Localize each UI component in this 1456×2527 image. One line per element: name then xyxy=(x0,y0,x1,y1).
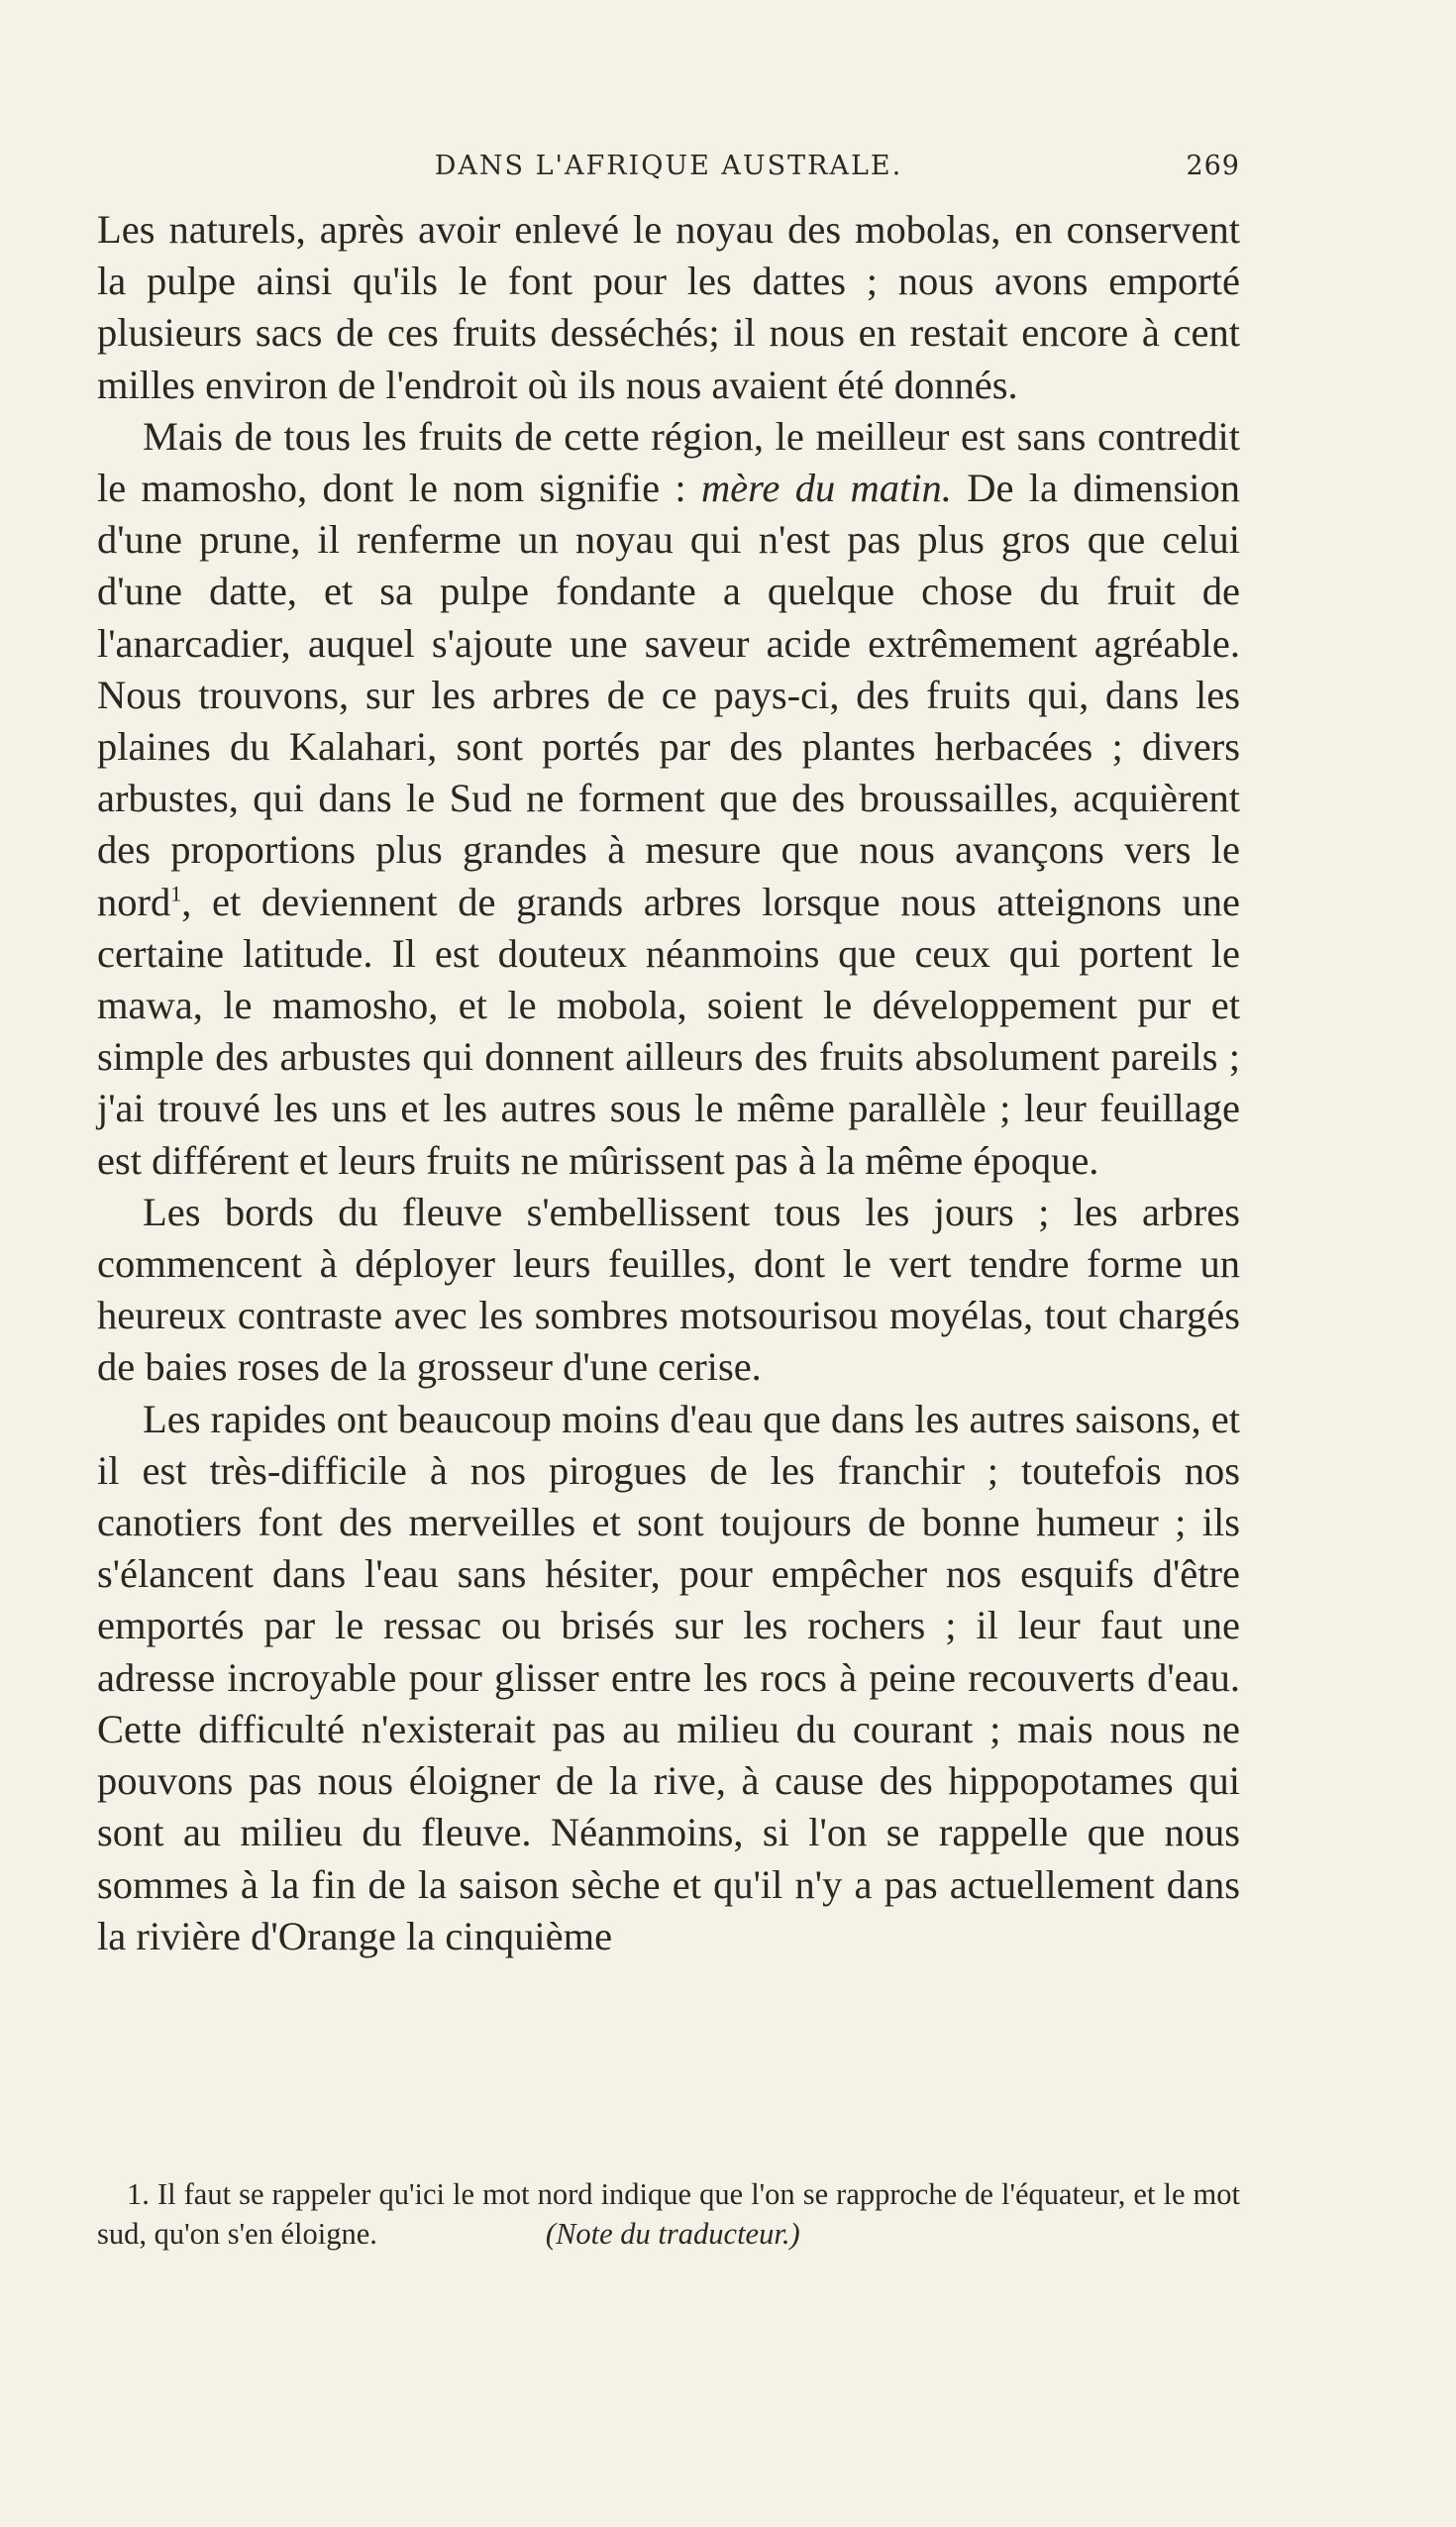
footnote-number: 1. xyxy=(127,2177,150,2211)
body-text xyxy=(97,204,1240,1962)
paragraph-text: , et deviennent de grands arbres lorsque nous atteignons une certaine latitude. Il est douteux néanmoins que ceux qui portent le mawa, le mamosho, et le mobola, soient le développement pur et simple des arbustes qui donnent ailleurs des fruits absolument pareils ; j'ai trouvé les uns et les autres sous le même parallèle ; leur feuillage est différent et leurs fruits ne mûrissent pas à la même époque. xyxy=(97,879,1240,1183)
running-head-title: DANS L'AFRIQUE AUSTRALE. xyxy=(434,151,903,181)
paragraph-text: Mais de tous les fruits de cette région, le meilleur est sans contredit le mamosho, dont le nom signifie : xyxy=(97,413,1240,511)
paragraph: Les rapides ont beaucoup moins d'eau que dans les autres saisons, et il est très-difficile à nos pirogues de les franchir ; toutefois nos canotiers font des merveilles et sont toujours de bonne humeur ; ils s'élancent dans l'eau sans hésiter, pour empêcher nos esquifs d'être emportés par le ressac ou brisés sur les rochers ; il leur faut une adresse incroyable pour glisser entre les rocs à peine recouverts d'eau. Cette difficulté n'existerait pas au milieu du courant ; mais nous ne pouvons pas nous éloigner de la rive, à cause des hippopotames qui sont au milieu du fleuve. Néanmoins, si l'on se rappelle que nous sommes à la fin de la saison sèche et qu'il n'y a pas actuellement dans la rivière d'Orange la cinquième xyxy=(97,1396,1240,1958)
footnote xyxy=(97,2174,1240,2254)
italic-phrase: mère du matin. xyxy=(700,466,952,511)
paragraph: Les naturels, après avoir enlevé le noyau des mobolas, en conservent la pulpe ainsi qu'ils le font pour les dattes ; nous avons emporté plusieurs sacs de ces fruits desséchés; il nous en restait encore à cent milles environ de l'endroit où ils nous avaient été donnés. xyxy=(97,207,1240,407)
footnote-credit: (Note du traducteur.) xyxy=(545,2217,800,2251)
footnote-text: Il faut se rappeler qu'ici le mot nord indique que l'on se rapproche de l'équateur, et le mot sud, qu'on s'en éloigne. xyxy=(97,2177,1241,2251)
paragraph xyxy=(97,411,1240,1187)
paragraph: Les bords du fleuve s'embellissent tous les jours ; les arbres commencent à déployer leurs feuilles, dont le vert tendre forme un heureux contraste avec les sombres motsourisou moyélas, tout chargés de baies roses de la grosseur d'une cerise. xyxy=(97,1189,1240,1390)
paragraph-text: De la dimension d'une prune, il renferme un noyau qui n'est pas plus gros que celui d'une datte, et sa pulpe fondante a quelque chose du fruit de l'anarcadier, auquel s'ajoute une saveur acide extrêmement agréable. Nous trouvons, sur les arbres de ce pays-ci, des fruits qui, dans les plaines du Kalahari, sont portés par des plantes herbacées ; divers arbustes, qui dans le Sud ne forment que des broussailles, acquièrent des proportions plus grandes à mesure que nous avançons vers le nord xyxy=(97,466,1240,924)
page-number: 269 xyxy=(1186,151,1240,181)
footnote-reference: 1 xyxy=(170,881,182,906)
footnote-paragraph xyxy=(97,2174,1240,2254)
running-head xyxy=(97,151,1240,190)
